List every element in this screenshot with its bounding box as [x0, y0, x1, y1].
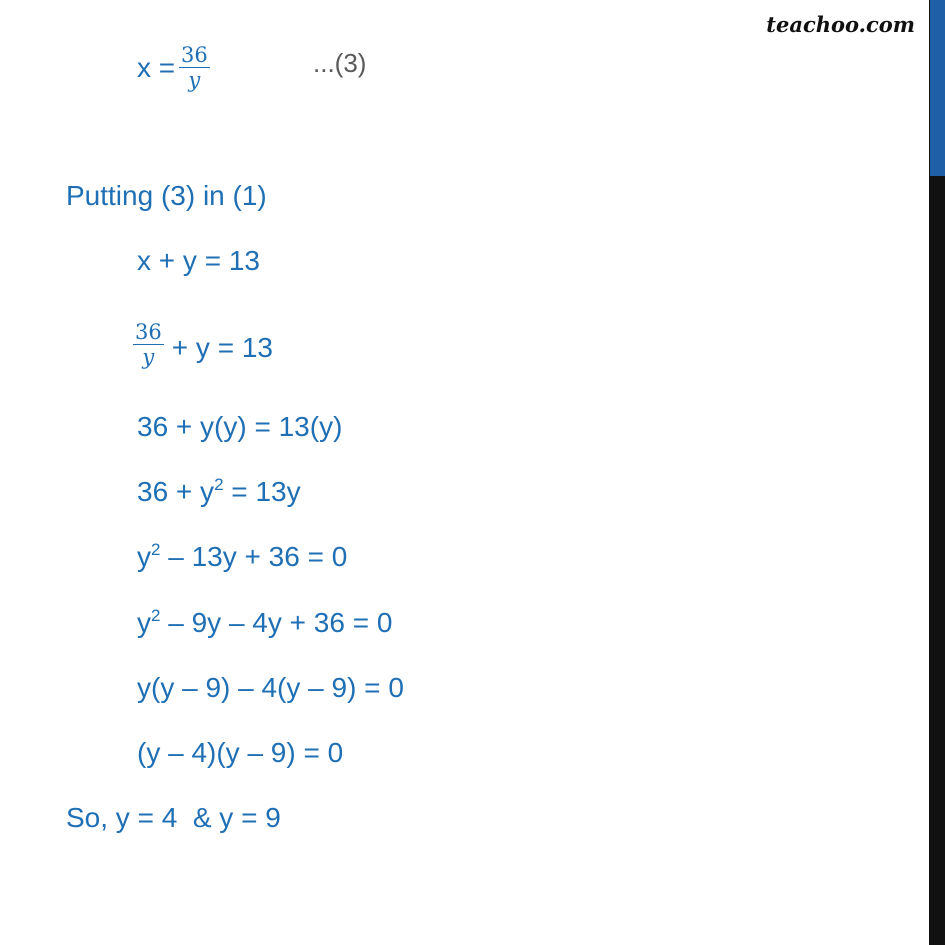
exponent: 2	[151, 540, 161, 559]
vertical-scrollbar[interactable]	[929, 0, 945, 945]
step-1: x + y = 13	[137, 245, 260, 276]
equation-3-lhs: x =	[137, 52, 183, 83]
step-2-rest: + y = 13	[164, 332, 273, 363]
fraction-denominator: y	[142, 345, 155, 370]
scrollbar-thumb[interactable]	[930, 0, 945, 176]
step-6	[137, 606, 393, 638]
step-6-right: – 9y – 4y + 36 = 0	[160, 607, 393, 638]
fraction-denominator: y	[188, 68, 201, 93]
conclusion: So, y = 4 & y = 9	[66, 802, 281, 833]
equation-3-fraction	[179, 43, 210, 92]
substitution-heading: Putting (3) in (1)	[66, 180, 267, 211]
step-4-left: 36 + y	[137, 476, 215, 507]
teachoo-logo: teachoo.com	[766, 12, 915, 37]
fraction-numerator: 36	[181, 43, 208, 67]
step-4	[137, 475, 301, 507]
exponent: 2	[214, 475, 224, 494]
step-2-fraction	[133, 320, 164, 369]
exponent: 2	[151, 606, 161, 625]
step-6-left: y	[137, 607, 151, 638]
step-8: (y – 4)(y – 9) = 0	[137, 737, 344, 768]
equation-3-reference: ...(3)	[313, 48, 367, 78]
fraction-numerator: 36	[135, 320, 162, 344]
step-4-right: = 13y	[223, 476, 301, 507]
step-5	[137, 540, 348, 572]
step-5-left: y	[137, 541, 151, 572]
step-3: 36 + y(y) = 13(y)	[137, 411, 343, 442]
step-7: y(y – 9) – 4(y – 9) = 0	[137, 672, 404, 703]
step-5-right: – 13y + 36 = 0	[160, 541, 348, 572]
